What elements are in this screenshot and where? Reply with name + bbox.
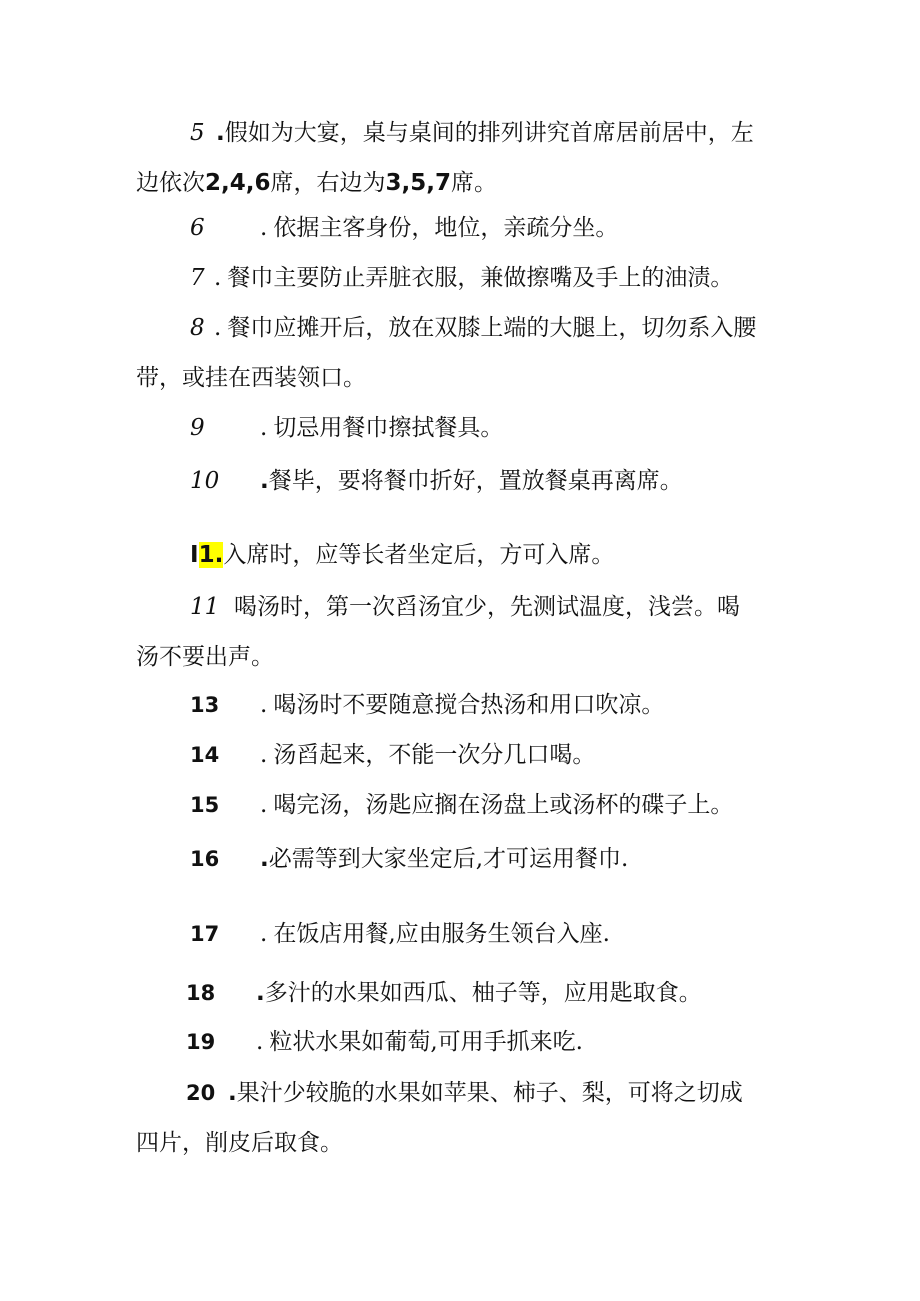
item-separator: . [256, 1029, 264, 1055]
list-item [190, 303, 850, 353]
item-separator: . [214, 265, 222, 291]
item-text: 边依次 [136, 170, 205, 196]
list-item-continuation [136, 158, 796, 208]
item-separator: . [260, 921, 268, 947]
item-number: 5 [190, 120, 205, 146]
item-separator: . [260, 215, 268, 241]
list-item-continuation [136, 353, 796, 403]
item-text: 假如为大宴，桌与桌间的排列讲究首席居前居中，左 [224, 120, 754, 146]
item-number: 17 [190, 922, 220, 946]
item-number-highlight: 1. [198, 542, 224, 568]
item-text: 带，或挂在西装领口。 [136, 365, 366, 391]
item-text: 入席时，应等长者坐定后，方可入席。 [223, 542, 615, 568]
item-separator: . [215, 120, 225, 146]
list-item [190, 530, 850, 580]
item-separator: . [260, 792, 268, 818]
item-text: 在饭店用餐,应由服务生领台入座. [273, 921, 610, 947]
item-number: 19 [186, 1030, 216, 1054]
item-number: 10 [190, 468, 220, 494]
item-separator: . [260, 692, 268, 718]
item-text: 喝汤时不要随意搅合热汤和用口吹凉。 [273, 692, 665, 718]
item-text: 餐巾应摊开后，放在双膝上端的大腿上，切勿系入腰 [227, 315, 757, 341]
item-number: 11 [190, 594, 220, 620]
item-separator: . [214, 315, 222, 341]
list-item [190, 730, 850, 780]
item-text: 多汁的水果如西瓜、柚子等，应用匙取食。 [264, 980, 702, 1006]
list-item [190, 203, 850, 253]
item-text: 喝汤时，第一次舀汤宜少，先测试温度，浅尝。喝 [234, 594, 740, 620]
list-item [190, 403, 850, 453]
item-text-bold: 3,5,7 [385, 170, 451, 196]
list-item [190, 834, 850, 884]
list-item [190, 680, 850, 730]
item-text-bold: 2,4,6 [205, 170, 271, 196]
list-item [190, 780, 850, 830]
item-separator: . [260, 468, 269, 494]
item-separator: . [228, 1080, 237, 1106]
item-text: 四片，削皮后取食。 [136, 1130, 343, 1156]
list-item [190, 253, 850, 303]
list-item [186, 968, 846, 1018]
list-item [186, 1017, 846, 1067]
list-item-continuation [136, 1118, 796, 1168]
item-separator: . [256, 980, 265, 1006]
item-text: 汤不要出声。 [136, 644, 274, 670]
list-item [190, 582, 850, 632]
item-text: 餐巾主要防止弄脏衣服，兼做擦嘴及手上的油渍。 [227, 265, 734, 291]
item-text: 必需等到大家坐定后,才可运用餐巾. [268, 846, 629, 872]
item-number: I [190, 542, 199, 568]
item-number: 20 [186, 1081, 216, 1105]
list-item [190, 108, 850, 158]
list-item-continuation [136, 632, 796, 682]
item-text: 依据主客身份，地位，亲疏分坐。 [273, 215, 619, 241]
item-number: 8 [190, 315, 205, 341]
item-text: 喝完汤，汤匙应搁在汤盘上或汤杯的碟子上。 [273, 792, 734, 818]
list-item [186, 1068, 846, 1118]
list-item [190, 456, 850, 506]
item-number: 7 [190, 265, 205, 291]
item-text: 餐毕，要将餐巾折好，置放餐桌再离席。 [268, 468, 683, 494]
item-text: 切忌用餐巾擦拭餐具。 [273, 415, 504, 441]
item-number: 14 [190, 743, 220, 767]
item-text: 席。 [451, 170, 497, 196]
item-text: 汤舀起来，不能一次分几口喝。 [273, 742, 596, 768]
item-text: 果汁少较脆的水果如苹果、柿子、梨，可将之切成 [236, 1080, 743, 1106]
item-number: 15 [190, 793, 220, 817]
item-separator: . [260, 742, 268, 768]
item-number: 9 [190, 415, 205, 441]
item-separator: . [260, 415, 268, 441]
list-item [190, 909, 850, 959]
item-number: 6 [190, 215, 205, 241]
item-text: 席，右边为 [270, 170, 386, 196]
item-number: 13 [190, 693, 220, 717]
item-text: 粒状水果如葡萄,可用手抓来吃. [269, 1029, 583, 1055]
item-number: 16 [190, 847, 220, 871]
item-separator: . [260, 846, 269, 872]
item-number: 18 [186, 981, 216, 1005]
